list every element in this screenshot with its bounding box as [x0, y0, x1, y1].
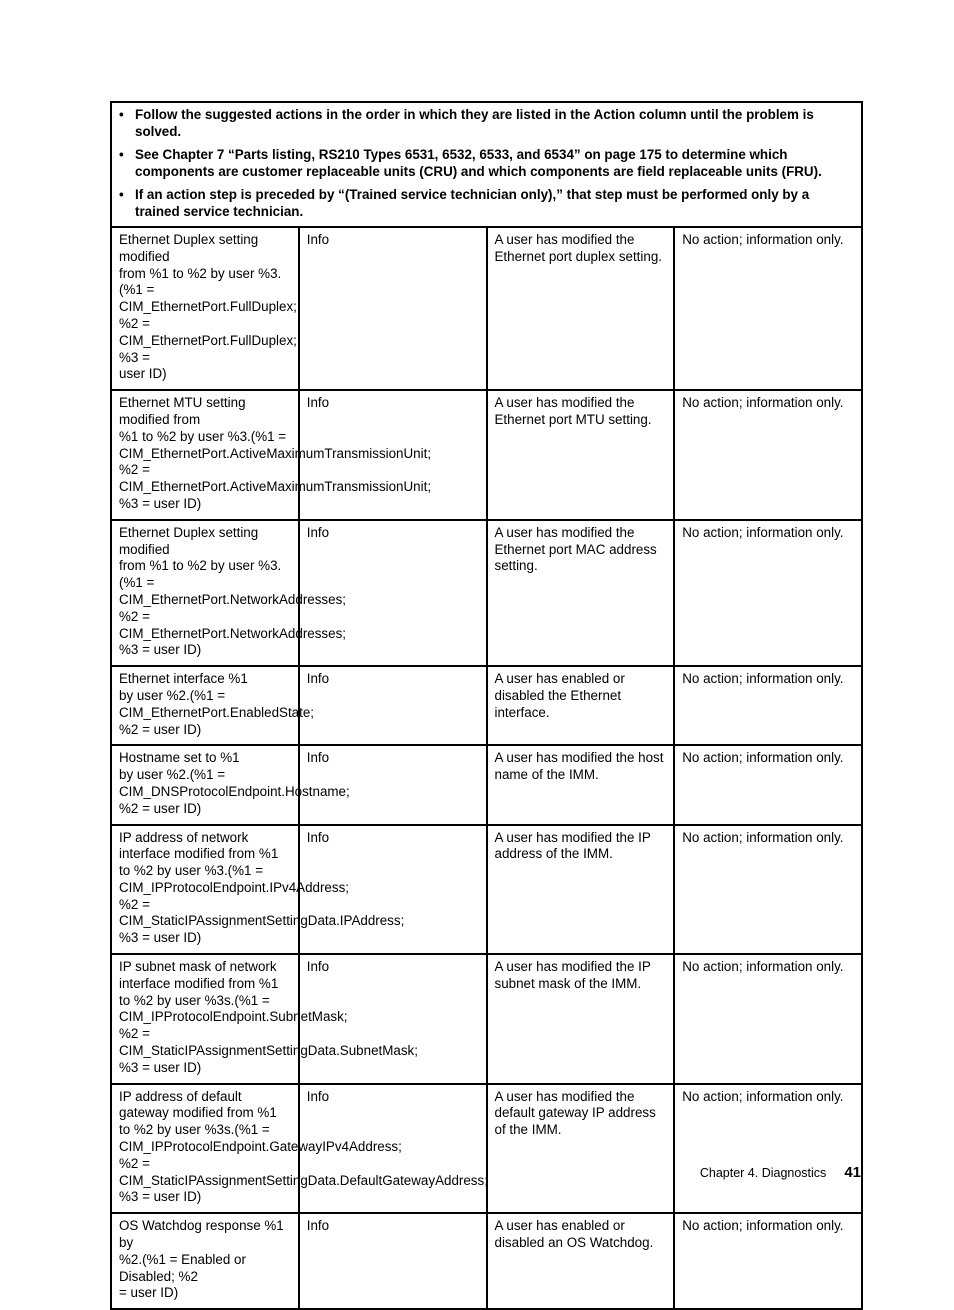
severity-cell-text: Info	[306, 750, 330, 766]
page-number: 41	[844, 1164, 861, 1181]
explanation-cell	[487, 825, 675, 955]
note-item	[119, 187, 855, 220]
severity-cell	[299, 1213, 487, 1309]
explanation-cell-text: A user has enabled or disabled the Ethernet interface.	[494, 671, 625, 720]
action-cell	[674, 745, 862, 824]
explanation-cell	[487, 1213, 675, 1309]
severity-cell-text: Info	[306, 524, 330, 540]
explanation-cell	[487, 1084, 675, 1214]
action-cell	[674, 520, 862, 666]
action-cell	[674, 390, 862, 520]
severity-cell-text: Info	[306, 232, 330, 247]
explanation-cell-text: A user has modified the default gateway IP address of the IMM.	[494, 1088, 656, 1138]
action-cell-text: No action; information only.	[682, 1088, 844, 1104]
severity-cell	[299, 227, 487, 390]
explanation-cell-text: A user has modified the host name of the IMM.	[494, 750, 664, 783]
action-cell	[674, 1213, 862, 1309]
message-cell-text: Ethernet Duplex setting modified from %1 to %2 by user %3.(%1 = CIM_EthernetPort.FullDuplex; %2 = CIM_EthernetPort.FullDuplex; %3 = user ID)	[119, 232, 297, 382]
table-row	[111, 666, 862, 745]
table-row	[111, 1084, 862, 1214]
severity-cell	[299, 666, 487, 745]
table-row	[111, 390, 862, 520]
note-text: See Chapter 7 “Parts listing, RS210 Types 6531, 6532, 6533, and 6534” on page 175 to determine which components are customer replaceable units (CRU) and which components are field replaceable units (FRU).	[135, 147, 822, 179]
notes-row	[111, 102, 862, 227]
explanation-cell-text: A user has enabled or disabled an OS Watchdog.	[494, 1218, 654, 1251]
action-cell	[674, 1084, 862, 1214]
action-cell-text: No action; information only.	[682, 829, 844, 845]
message-cell	[111, 666, 315, 745]
notes-cell	[111, 102, 862, 227]
explanation-cell	[487, 227, 675, 390]
table-row	[111, 520, 862, 666]
note-item	[119, 107, 855, 140]
message-cell-text: Hostname set to %1 by user %2.(%1 = CIM_DNSProtocolEndpoint.Hostname; %2 = user ID)	[119, 750, 350, 816]
bullet-icon: •	[119, 147, 124, 162]
severity-cell-text: Info	[306, 829, 330, 845]
action-cell-text: No action; information only.	[682, 524, 844, 540]
severity-cell-text: Info	[306, 395, 330, 411]
explanation-cell-text: A user has modified the Ethernet port MAC address setting.	[494, 524, 657, 574]
action-cell-text: No action; information only.	[682, 959, 844, 975]
table-row	[111, 227, 862, 390]
explanation-cell-text: A user has modified the IP address of the IMM.	[494, 829, 651, 862]
page-footer	[700, 1164, 861, 1181]
message-cell-text: Ethernet Duplex setting modified from %1 to %2 by user %3.(%1 = CIM_EthernetPort.NetworkAddresses; %2 = CIM_EthernetPort.NetworkAddresses; %3 = user ID)	[119, 524, 346, 658]
explanation-cell-text: A user has modified the IP subnet mask of the IMM.	[494, 959, 651, 991]
action-cell-text: No action; information only.	[682, 750, 844, 766]
severity-cell-text: Info	[306, 671, 330, 687]
action-cell	[674, 227, 862, 390]
explanation-cell	[487, 954, 675, 1084]
note-text: Follow the suggested actions in the order in which they are listed in the Action column until the problem is solved.	[135, 107, 814, 139]
action-cell-text: No action; information only.	[682, 395, 844, 411]
table-row	[111, 954, 862, 1084]
message-cell-text: OS Watchdog response %1 by %2.(%1 = Enabled or Disabled; %2 = user ID)	[119, 1218, 284, 1301]
action-cell-text: No action; information only.	[682, 1218, 844, 1234]
bullet-icon: •	[119, 187, 124, 202]
message-cell-text: IP subnet mask of network interface modified from %1 to %2 by user %3s.(%1 = CIM_IPProtocolEndpoint.SubnetMask; %2 = CIM_StaticIPAssignmentSettingData.SubnetMask; %3 = user ID)	[119, 959, 418, 1075]
note-item	[119, 147, 855, 180]
message-cell	[111, 1213, 299, 1309]
bullet-icon: •	[119, 107, 124, 122]
severity-cell-text: Info	[306, 1218, 330, 1234]
footer-chapter: Chapter 4. Diagnostics	[699, 1166, 827, 1180]
message-cell-text: Ethernet MTU setting modified from %1 to %2 by user %3.(%1 = CIM_EthernetPort.ActiveMaximumTransmissionUnit; %2 = CIM_EthernetPort.ActiveMaximumTransmissionUnit; %3 = user ID)	[119, 395, 432, 511]
message-cell	[111, 227, 299, 390]
action-cell-text: No action; information only.	[682, 671, 844, 687]
table-row	[111, 1213, 862, 1309]
action-cell	[674, 666, 862, 745]
note-text: If an action step is preceded by “(Trained service technician only),” that step must be performed only by a trained service technician.	[135, 187, 810, 219]
notes-list	[119, 107, 855, 220]
action-cell	[674, 825, 862, 955]
event-message-table	[110, 101, 863, 1310]
explanation-cell	[487, 390, 675, 520]
explanation-cell	[487, 666, 675, 745]
message-cell-text: Ethernet interface %1 by user %2.(%1 = CIM_EthernetPort.EnabledState; %2 = user ID)	[119, 671, 315, 737]
explanation-cell-text: A user has modified the Ethernet port duplex setting.	[494, 232, 662, 264]
severity-cell-text: Info	[306, 1088, 330, 1104]
explanation-cell	[487, 745, 675, 824]
message-cell-text: IP address of default gateway modified from %1 to %2 by user %3s.(%1 = CIM_IPProtocolEndpoint.GatewayIPv4Address; %2 = CIM_StaticIPAssignmentSettingData.DefaultGatewayAddress; %3 = user ID)	[119, 1088, 488, 1205]
action-cell	[674, 954, 862, 1084]
table-row	[111, 745, 862, 824]
explanation-cell	[487, 520, 675, 666]
severity-cell-text: Info	[306, 959, 330, 975]
action-cell-text: No action; information only.	[682, 232, 844, 247]
message-cell-text: IP address of network interface modified from %1 to %2 by user %3.(%1 = CIM_IPProtocolEndpoint.IPv4Address; %2 = CIM_StaticIPAssignmentSettingData.IPAddress; %3 = user ID)	[119, 829, 405, 946]
table-row	[111, 825, 862, 955]
explanation-cell-text: A user has modified the Ethernet port MTU setting.	[494, 395, 652, 427]
